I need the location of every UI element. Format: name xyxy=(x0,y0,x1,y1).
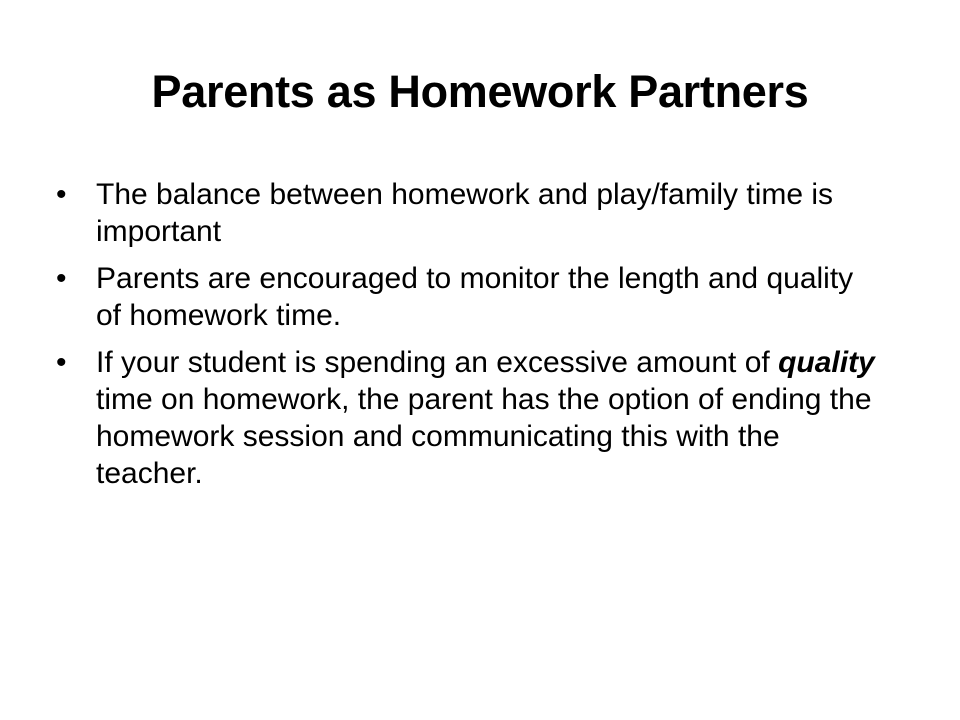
bullet-item xyxy=(56,260,876,334)
bullet-list xyxy=(56,176,876,502)
bullet-item xyxy=(56,344,876,492)
emphasis-quality: quality xyxy=(778,346,875,379)
bullet-text: Parents are encouraged to monitor the length and quality of homework time. xyxy=(96,262,854,332)
bullet-dot-icon: • xyxy=(56,178,67,211)
bullet-dot-icon: • xyxy=(56,346,67,379)
bullet-text-end: time on homework, the parent has the option of ending the homework session and communicating this with the teacher. xyxy=(96,383,872,490)
bullet-item xyxy=(56,176,876,250)
bullet-text-start: If your student is spending an excessive amount of xyxy=(96,346,779,379)
bullet-text: The balance between homework and play/family time is important xyxy=(96,178,834,248)
bullet-dot-icon: • xyxy=(56,262,67,295)
slide-title: Parents as Homework Partners xyxy=(151,66,809,117)
